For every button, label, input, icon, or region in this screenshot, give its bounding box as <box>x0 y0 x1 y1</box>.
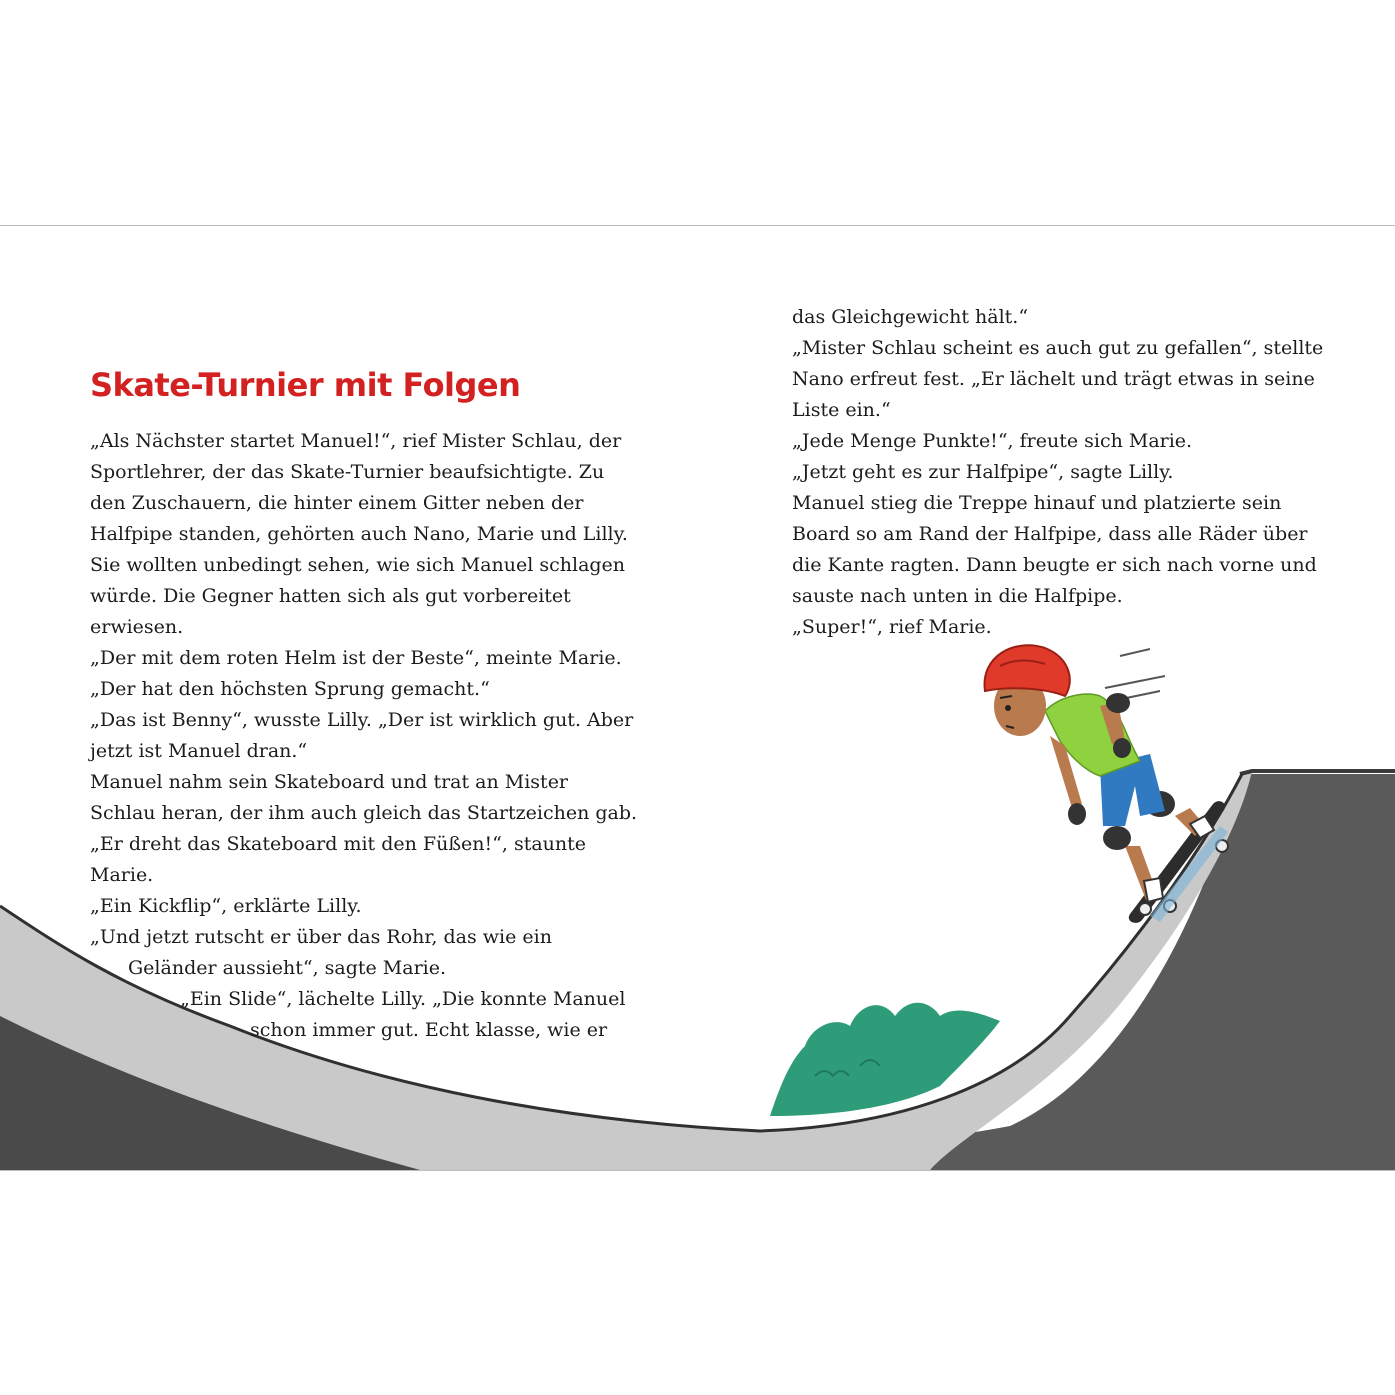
text-line: „Er dreht das Skateboard mit den Füßen!“, staunte <box>90 833 587 855</box>
text-line: den Zuschauern, die hinter einem Gitter neben der <box>90 492 584 514</box>
text-line: würde. Die Gegner hatten sich als gut vorbereitet <box>90 585 571 607</box>
text-line: sauste nach unten in die Halfpipe. <box>792 585 1123 607</box>
text-line: Board so am Rand der Halfpipe, dass alle Räder über <box>792 523 1308 545</box>
text-line: die Kante ragten. Dann beugte er sich nach vorne und <box>792 554 1317 576</box>
text-line: Halfpipe standen, gehörten auch Nano, Marie und Lilly. <box>90 523 628 545</box>
text-line: schon immer gut. Echt klasse, wie er <box>250 1019 608 1041</box>
text-line: das Gleichgewicht hält.“ <box>792 306 1029 328</box>
text-line: jetzt ist Manuel dran.“ <box>90 740 308 762</box>
text-line: Manuel stieg die Treppe hinauf und platzierte sein <box>792 492 1282 514</box>
text-line: Marie. <box>90 864 154 886</box>
text-line: Sportlehrer, der das Skate-Turnier beaufsichtigte. Zu <box>90 461 605 483</box>
text-line: „Und jetzt rutscht er über das Rohr, das wie ein <box>90 926 552 948</box>
text-line: „Der hat den höchsten Sprung gemacht.“ <box>90 678 490 700</box>
text-line: erwiesen. <box>90 616 184 638</box>
text-line: „Jede Menge Punkte!“, freute sich Marie. <box>792 430 1193 452</box>
text-line: „Jetzt geht es zur Halfpipe“, sagte Lilly. <box>792 461 1174 483</box>
halfpipe-coping <box>1240 771 1395 774</box>
text-line: Schlau heran, der ihm auch gleich das Startzeichen gab. <box>90 802 638 824</box>
text-line: Sie wollten unbedingt sehen, wie sich Manuel schlagen <box>90 554 626 576</box>
motion-lines <box>1105 649 1165 701</box>
text-line: „Ein Kickflip“, erklärte Lilly. <box>90 895 362 917</box>
text-line: „Als Nächster startet Manuel!“, rief Mister Schlau, der <box>90 430 622 452</box>
text-line: Manuel nahm sein Skateboard und trat an Mister <box>90 771 569 793</box>
book-spread <box>0 225 1395 1171</box>
text-line: „Mister Schlau scheint es auch gut zu gefallen“, stellte <box>792 337 1324 359</box>
text-line: „Ein Slide“, lächelte Lilly. „Die konnte Manuel <box>180 988 626 1010</box>
text-line: „Das ist Benny“, wusste Lilly. „Der ist wirklich gut. Aber <box>90 709 634 731</box>
text-line: Geländer aussieht“, sagte Marie. <box>128 957 447 979</box>
text-line: „Super!“, rief Marie. <box>792 616 992 638</box>
page-title: Skate-Turnier mit Folgen <box>90 366 521 404</box>
text-line: Liste ein.“ <box>792 399 891 421</box>
red-helmet <box>985 645 1070 696</box>
text-line: „Der mit dem roten Helm ist der Beste“, meinte Marie. <box>90 647 622 669</box>
text-line: Nano erfreut fest. „Er lächelt und trägt etwas in seine <box>792 368 1315 390</box>
